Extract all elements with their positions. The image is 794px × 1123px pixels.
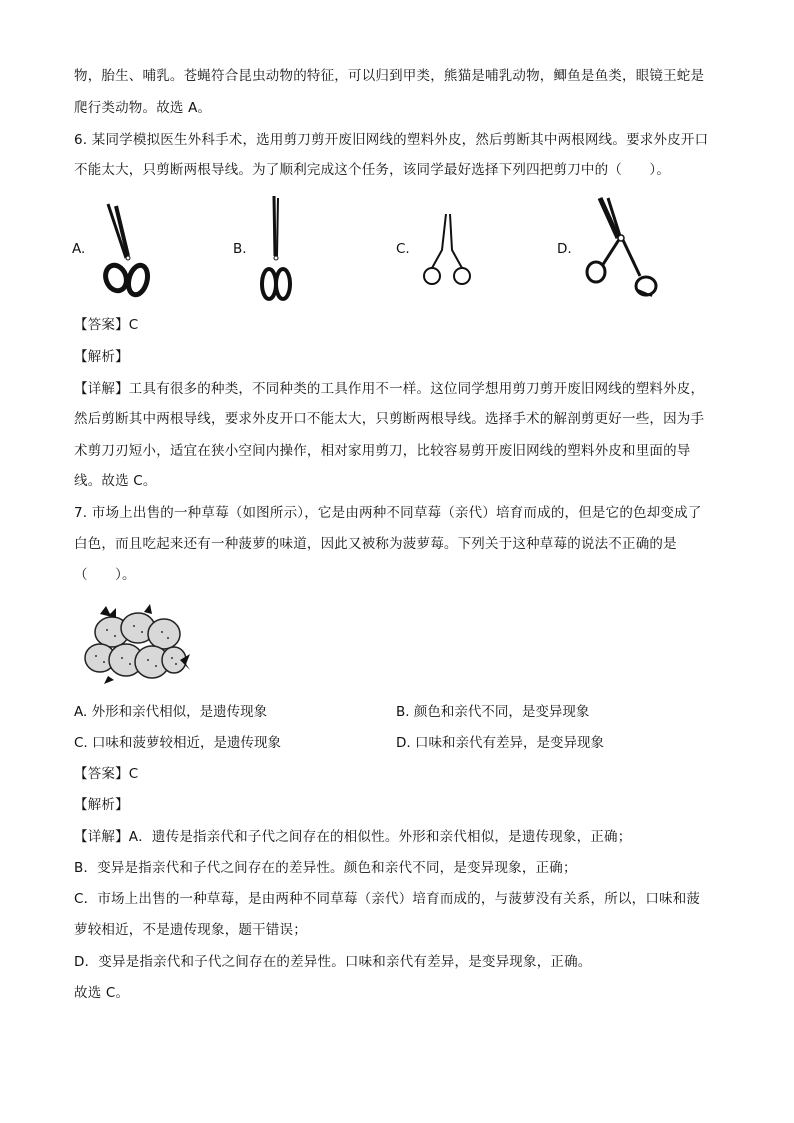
detail-line: 【详解】A．遗传是指亲代和子代之间存在的相似性。外形和亲代相似，是遗传现象，正确； xyxy=(74,829,632,845)
answer-label: 【答案】C xyxy=(74,766,139,782)
scissors-a-icon xyxy=(96,200,154,300)
question-7-line: 白色，而且吃起来还有一种菠萝的味道，因此又被称为菠萝莓。下列关于这种草莓的说法不正确的是 xyxy=(74,536,677,552)
paragraph-line: 爬行类动物。故选 A。 xyxy=(74,100,212,116)
scissors-d-icon xyxy=(578,194,668,304)
paragraph-line: 物，胎生、哺乳。苍蝇符合昆虫动物的特征，可以归到甲类，熊猫是哺乳动物，鲫鱼是鱼类，眼镜王蛇是 xyxy=(74,68,705,84)
option-c-label: C. xyxy=(396,241,410,257)
detail-line: 术剪刀刃短小，适宜在狭小空间内操作，相对家用剪刀，比较容易剪开废旧网线的塑料外皮和里面的导 xyxy=(74,443,691,459)
option-b-label: B. xyxy=(233,241,247,257)
analysis-label: 【解析】 xyxy=(74,349,129,365)
detail-line: D．变异是指亲代和子代之间存在的差异性。口味和亲代有差异，是变异现象，正确。 xyxy=(74,954,592,970)
question-6-line: 6. 某同学模拟医生外科手术，选用剪刀剪开废旧网线的塑料外皮，然后剪断其中两根网线。要求外皮开口 xyxy=(74,132,709,148)
detail-line: B．变异是指亲代和子代之间存在的差异性。颜色和亲代不同，是变异现象，正确； xyxy=(74,860,577,876)
answer-label: 【答案】C xyxy=(74,317,139,333)
detail-line: 故选 C。 xyxy=(74,985,130,1001)
question-7-line: 7. 市场上出售的一种草莓（如图所示），它是由两种不同草莓（亲代）培育而成的，但是它的色却变成了 xyxy=(74,505,702,521)
question-7-line: （ ）。 xyxy=(74,567,136,583)
strawberry-image xyxy=(82,602,192,688)
option-d-label: D. xyxy=(557,241,572,257)
option-a: A. 外形和亲代相似，是遗传现象 xyxy=(74,704,268,720)
scissors-b-icon xyxy=(256,194,296,304)
detail-line: 【详解】工具有很多的种类，不同种类的工具作用不一样。这位同学想用剪刀剪开废旧网线的塑料外皮， xyxy=(74,381,705,397)
detail-line: 然后剪断其中两根导线，要求外皮开口不能太大，只剪断两根导线。选择手术的解剖剪更好一些，因为手 xyxy=(74,411,705,427)
detail-line: C．市场上出售的一种草莓，是由两种不同草莓（亲代）培育而成的，与菠萝没有关系，所以，口味和菠 xyxy=(74,891,701,907)
detail-line: 线。故选 C。 xyxy=(74,473,157,489)
option-d: D. 口味和亲代有差异，是变异现象 xyxy=(396,735,604,751)
option-c: C. 口味和菠萝较相近，是遗传现象 xyxy=(74,735,282,751)
option-a-label: A. xyxy=(72,241,86,257)
scissors-c-icon xyxy=(418,210,478,292)
option-b: B. 颜色和亲代不同，是变异现象 xyxy=(396,704,590,720)
detail-line: 萝较相近，不是遗传现象，题干错误； xyxy=(74,922,307,938)
analysis-label: 【解析】 xyxy=(74,797,129,813)
question-6-line: 不能太大，只剪断两根导线。为了顺利完成这个任务，该同学最好选择下列四把剪刀中的（ ）。 xyxy=(74,162,671,178)
